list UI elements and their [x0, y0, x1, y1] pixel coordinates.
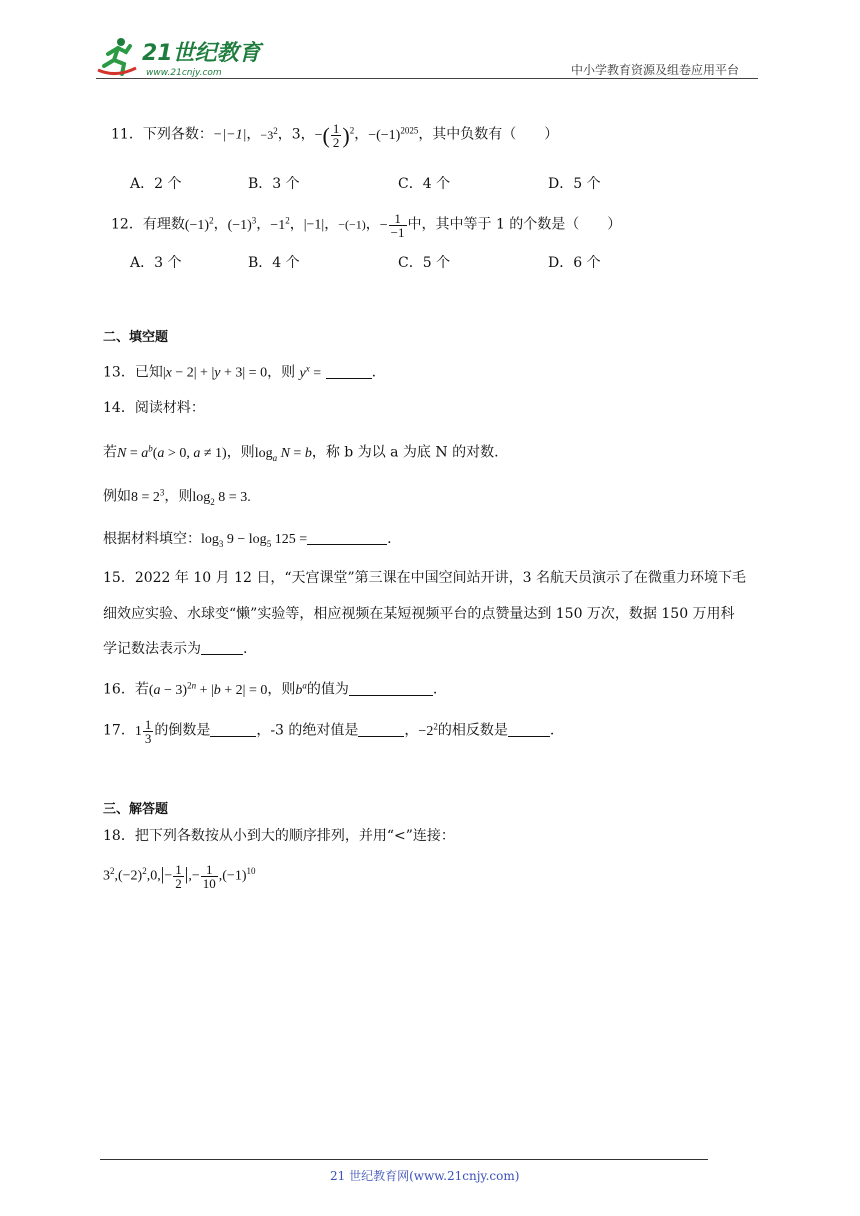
question-16: 16．若$(a - 3)^{2n} + |b + 2| = 0$，则$b^a$的值为 .	[103, 680, 438, 698]
answer-blank[interactable]	[307, 532, 387, 545]
option-b[interactable]: B．4 个	[248, 255, 300, 271]
answer-blank[interactable]	[326, 366, 372, 379]
answer-blank[interactable]	[349, 683, 433, 696]
math-expression: −(−1)	[338, 217, 366, 232]
math-expression: $-(-1)^{2025}$	[368, 125, 419, 143]
math-expression: $(-1)^2$	[184, 215, 214, 233]
question-tail: ，其中负数有（ ）	[418, 126, 559, 143]
footer-divider	[100, 1159, 708, 1160]
footer-link[interactable]: 21 世纪教育网(www.21cnjy.com)	[330, 1169, 520, 1183]
math-expression: $-3^2$	[260, 125, 278, 142]
reading-line	[103, 482, 251, 511]
answer-blank[interactable]	[358, 724, 404, 737]
math-expression: |x − 2| + |y + 3| = 0	[162, 365, 268, 381]
option-a[interactable]: A．3 个	[130, 255, 182, 271]
question-text: ，-3 的绝对值是	[256, 722, 359, 739]
site-logo	[96, 34, 266, 80]
question-17: 17．1 $\frac{1}{3}$ 的倒数是 ，-3 的绝对值是 ，$-2^2$的相反数是 .	[103, 716, 555, 746]
svg-text:21世纪教育: 21世纪教育	[142, 41, 261, 66]
question-15	[103, 568, 746, 588]
math-expression: $N = a^b(a > 0$, a ≠ 1)	[117, 443, 227, 461]
math-expression: $8 = 2^3$	[131, 487, 165, 505]
question-text: 2022 年 10 月 12 日，“天宫课堂”第三课在中国空间站开讲，3 名航天员演示了在微重力环境下毛	[134, 570, 747, 586]
reading-line	[103, 438, 499, 467]
question-12: 12．有理数$(-1)^2$，$(-1)^3$，$-1^2$，|−1|，−(−1)，− $\frac{1}{-1}$ 中，其中等于 1 的个数是（ ）	[111, 210, 622, 240]
question-lead: 若	[134, 681, 149, 698]
math-expression: $\log_2 8 = 3$.	[192, 489, 251, 507]
text: ，称 b 为以 a 为底 N 的对数.	[311, 444, 499, 461]
option-a[interactable]: A．2 个	[130, 176, 182, 192]
question-mid: ，则	[267, 364, 296, 381]
question-text: 把下列各数按从小到大的顺序排列，并用“<”连接：	[134, 828, 455, 844]
reading-title: 阅读材料：	[134, 400, 205, 416]
question-end: .	[371, 364, 377, 381]
text: 若	[103, 444, 117, 461]
question-11: 11．下列各数：−|−1|，$-3^2$，3，−( $\frac{1}{2}$ )$^2$，$-(-1)^{2025}$，其中负数有（ ）	[111, 120, 559, 150]
question-mid: ，则	[267, 681, 296, 698]
section-title: 三、解答题	[103, 802, 169, 817]
math-expression: −( $\frac{1}{2}$ )$^2$	[314, 120, 355, 150]
option-d[interactable]: D．5 个	[548, 176, 601, 192]
question-text: 的相反数是	[437, 722, 508, 739]
math-expression: −|−1|	[212, 127, 247, 143]
math-expression: 1 $\frac{1}{3}$	[134, 716, 152, 746]
answer-blank[interactable]	[508, 724, 550, 737]
question-15-line3: 学记数法表示为 .	[103, 641, 248, 657]
option-d[interactable]: D．6 个	[548, 255, 601, 271]
text: ，则	[164, 488, 193, 505]
question-14	[103, 398, 205, 418]
option-b[interactable]: B．3 个	[248, 176, 300, 192]
question-lead: 已知	[134, 364, 163, 381]
math-expression: $y^x$ =	[299, 363, 322, 381]
math-expression: $\log_a N = b$	[254, 445, 312, 463]
text: 根据材料填空：	[103, 531, 201, 547]
option-c[interactable]: C．4 个	[398, 176, 451, 192]
math-expression: $(-1)^3$	[227, 215, 257, 233]
math-expression: $b^a$	[295, 680, 307, 698]
math-expression: |−1|	[303, 217, 325, 233]
header-divider	[96, 78, 758, 79]
question-number: 13．	[103, 364, 135, 381]
question-text: 学记数法表示为	[103, 641, 201, 657]
math-expression: $-1^2$	[270, 215, 290, 233]
text: ，则	[226, 444, 255, 461]
math-expression: − $\frac{1}{-1}$	[379, 210, 405, 240]
svg-text:www.21cnjy.com: www.21cnjy.com	[146, 68, 222, 78]
math-expression: $\log_3 9 - \log_5 125$ =	[201, 532, 308, 549]
answer-blank[interactable]	[201, 642, 243, 655]
question-number: 18．	[103, 828, 135, 844]
question-number: 12．	[111, 216, 143, 233]
question-number: 15．	[103, 570, 135, 586]
reading-line: 根据材料填空：$\log_3 9 - \log_5 125$ = .	[103, 531, 392, 549]
text: 例如	[103, 488, 131, 505]
option-c[interactable]: C．5 个	[398, 255, 451, 271]
question-number: 17．	[103, 722, 135, 739]
runner-icon	[98, 38, 136, 74]
section-title: 二、填空题	[103, 330, 169, 345]
site-subtitle: 中小学教育资源及组卷应用平台	[571, 63, 740, 77]
math-expression: $-2^2$	[418, 721, 438, 739]
question-tail: 的值为	[306, 681, 349, 698]
question-lead: 下列各数：	[142, 126, 213, 143]
answer-blank[interactable]	[210, 724, 256, 737]
question-lead: 有理数	[142, 216, 185, 233]
question-number: 14．	[103, 400, 135, 416]
math-expression: $3^2,(-2)^2,0,|-$ $\frac{1}{2}$ |,− $\frac{1}{10}$ $,(-1)^{10}$	[103, 861, 256, 891]
question-13	[103, 358, 376, 384]
question-text: 的倒数是	[154, 722, 211, 739]
question-15-line2: 细效应实验、水球变“懒”实验等，相应视频在某短视频平台的点赞量达到 150 万次，数据 150 万用科	[103, 606, 735, 622]
math-expression: $(a - 3)^{2n} + |b + 2| = 0$	[148, 680, 268, 698]
question-number: 11．	[111, 126, 143, 143]
question-18	[103, 826, 455, 846]
question-number: 16．	[103, 681, 135, 698]
question-tail: 中，其中等于 1 的个数是（ ）	[407, 216, 622, 233]
